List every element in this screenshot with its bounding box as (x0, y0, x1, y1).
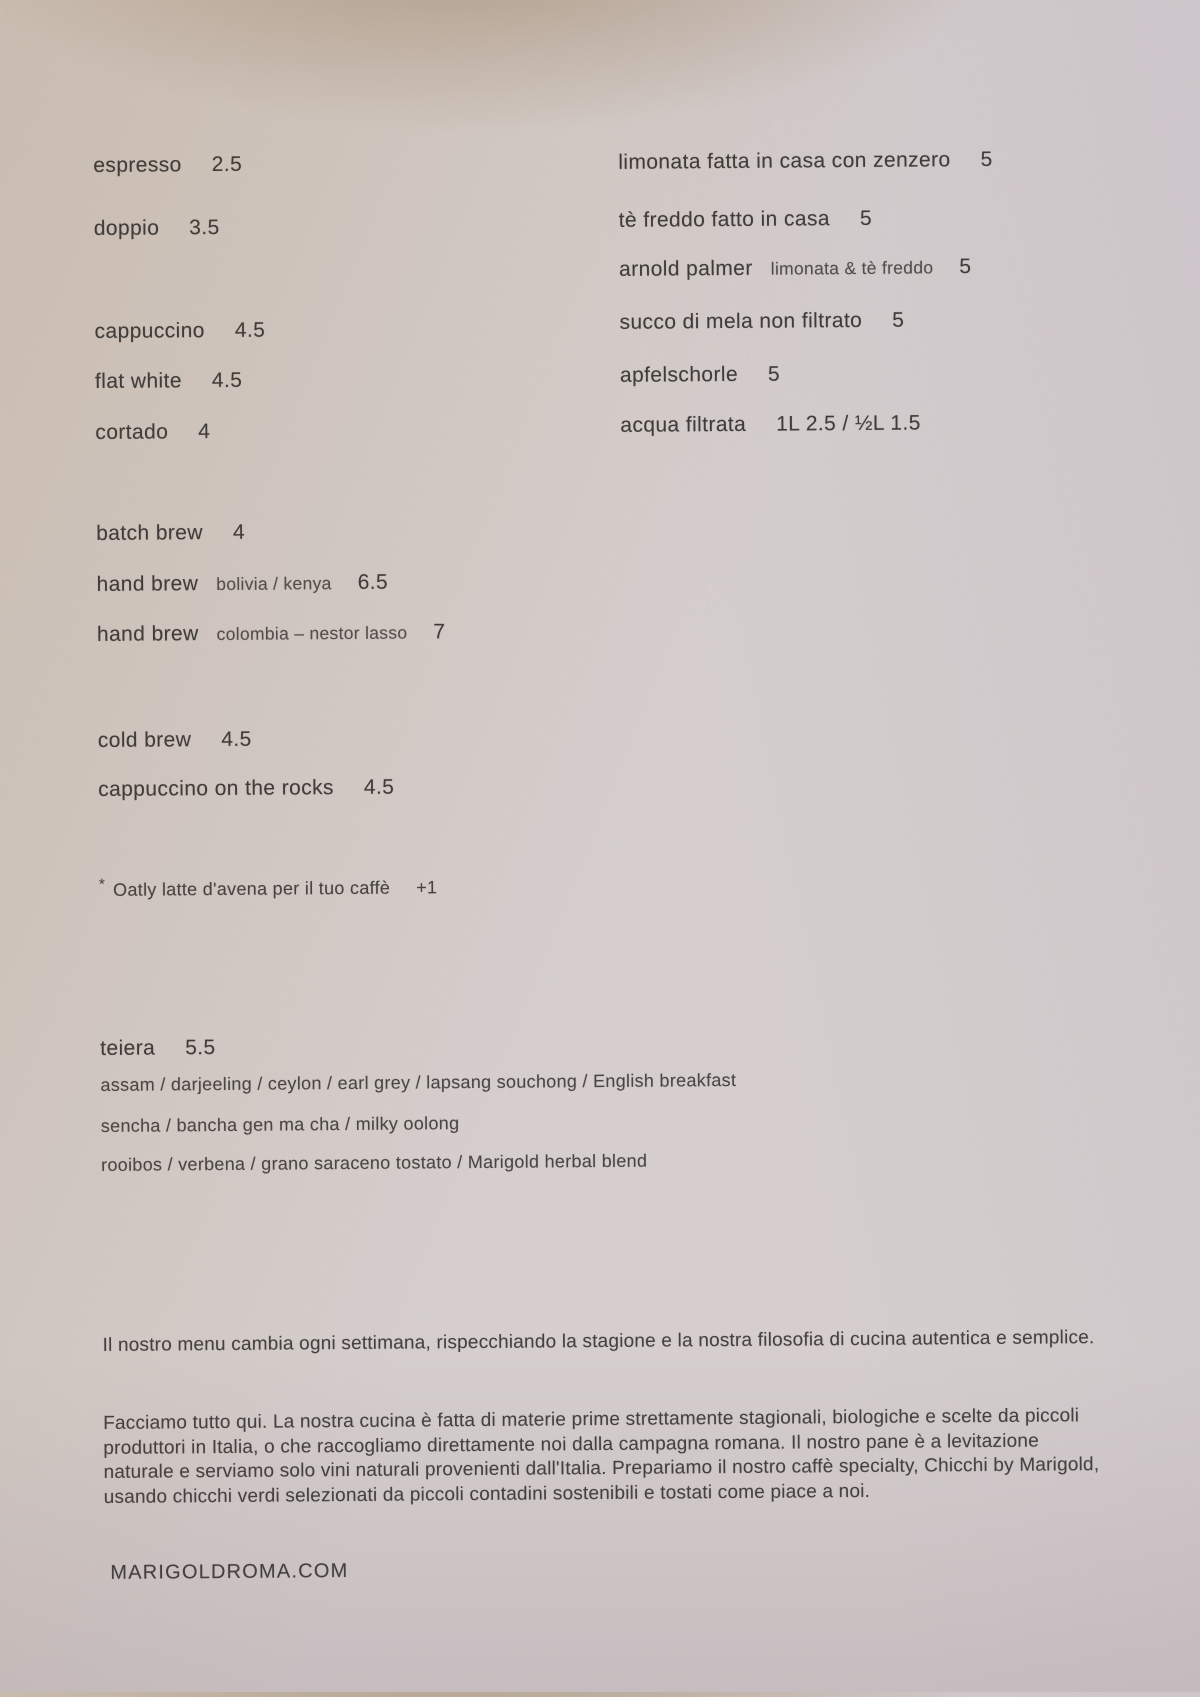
footnote-asterisk: * (98, 875, 106, 893)
menu-item-price: 5 (767, 362, 781, 386)
footnote-text: Oatly latte d'avena per il tuo caffè (113, 877, 391, 900)
menu-item-cappuccino (94, 319, 265, 344)
menu-item-price: 5 (892, 308, 905, 332)
menu-item-batch-brew (96, 521, 245, 546)
website-url: MARIGOLDROMA.COM (110, 1560, 349, 1584)
menu-item-origin: bolivia / kenya (216, 573, 332, 595)
menu-item-price: 4.5 (221, 727, 252, 751)
menu-item-price: 5 (959, 255, 972, 279)
menu-item-price: 4 (198, 420, 211, 444)
menu-item-label: cold brew (97, 728, 192, 752)
menu-item-price: 3.5 (189, 215, 220, 240)
menu-item-label: limonata fatta in casa con zenzero (618, 148, 951, 174)
tea-varieties-black: assam / darjeeling / ceylon / earl grey / lapsang souchong / English breakfast (100, 1069, 737, 1095)
tea-varieties-herbal: rooibos / verbena / grano saraceno tostato / Marigold herbal blend (101, 1150, 648, 1175)
menu-item-label: arnold palmer (619, 256, 753, 281)
menu-item-label: cortado (95, 420, 169, 444)
menu-item-label: cappuccino on the rocks (98, 776, 334, 801)
menu-item-price: 5.5 (185, 1036, 216, 1060)
menu-item-price: 4.5 (363, 775, 395, 799)
menu-item-label: acqua filtrata (620, 412, 747, 437)
menu-item-label: flat white (94, 369, 182, 393)
menu-item-cappuccino-rocks (98, 776, 394, 802)
footnote-price: +1 (416, 877, 438, 898)
menu-item-hand-brew-1 (96, 571, 388, 597)
about-paragraph-2: Facciamo tutto qui. La nostra cucina è fatta di materie prime strettamente stagionali, biologiche e scelte da piccoli produttori in Italia, o che raccogliamo direttamente noi dalla campagna romana. Il nostro pane è a levitazione naturale e serviamo solo vini naturali provenienti dall'Italia. Prepariamo il nostro caffè specialty, Chicchi by Marigold, usando chicchi verdi selezionati da piccoli contadini sostenibili e tostati come piace a noi. (103, 1405, 1100, 1508)
menu-item-price: 4.5 (211, 368, 243, 393)
menu-item-price: 1L 2.5 / ½L 1.5 (776, 411, 921, 436)
menu-item-price: 4.5 (234, 318, 266, 342)
menu-item-label: doppio (93, 216, 160, 240)
menu-item-apfelschorle (620, 363, 780, 388)
menu-item-origin: colombia – nestor lasso (216, 622, 408, 645)
menu-item-cortado (95, 420, 210, 445)
oat-milk-note (99, 873, 438, 901)
menu-item-label: succo di mela non filtrato (619, 308, 863, 334)
menu-item-label: teiera (100, 1036, 156, 1060)
menu-item-arnold-palmer (619, 255, 972, 282)
menu-item-teiera (100, 1036, 216, 1061)
tea-varieties-green: sencha / bancha gen ma cha / milky oolong (100, 1113, 460, 1136)
menu-item-te-freddo (619, 207, 872, 233)
menu-item-flat-white (95, 369, 242, 394)
menu-item-price: 4 (232, 520, 246, 544)
menu-item-price: 2.5 (211, 152, 243, 177)
menu-item-acqua-filtrata (620, 411, 921, 437)
menu-item-label: cappuccino (94, 319, 205, 343)
menu-item-price: 6.5 (357, 570, 389, 594)
menu-item-espresso (93, 153, 242, 178)
menu-item-hand-brew-2 (97, 620, 446, 647)
menu-item-price: 5 (980, 147, 993, 172)
about-paragraph-1: Il nostro menu cambia ogni settimana, rispecchiando la stagione e la nostra filosofia di cucina autentica e semplice. (102, 1327, 1095, 1356)
menu-item-cold-brew (98, 728, 252, 753)
menu-item-doppio (94, 216, 220, 241)
menu-item-label: batch brew (96, 521, 203, 545)
menu-item-label: hand brew (96, 622, 199, 646)
menu-item-succo-mela (619, 309, 904, 335)
menu-item-label: hand brew (96, 572, 199, 596)
menu-item-price: 5 (859, 206, 873, 230)
menu-item-limonata (618, 148, 993, 175)
menu-item-description: limonata & tè freddo (770, 257, 934, 279)
menu-item-price: 7 (433, 620, 446, 644)
menu-item-label: apfelschorle (619, 362, 739, 387)
menu-item-label: tè freddo fatto in casa (618, 207, 830, 232)
menu-item-label: espresso (93, 153, 182, 177)
